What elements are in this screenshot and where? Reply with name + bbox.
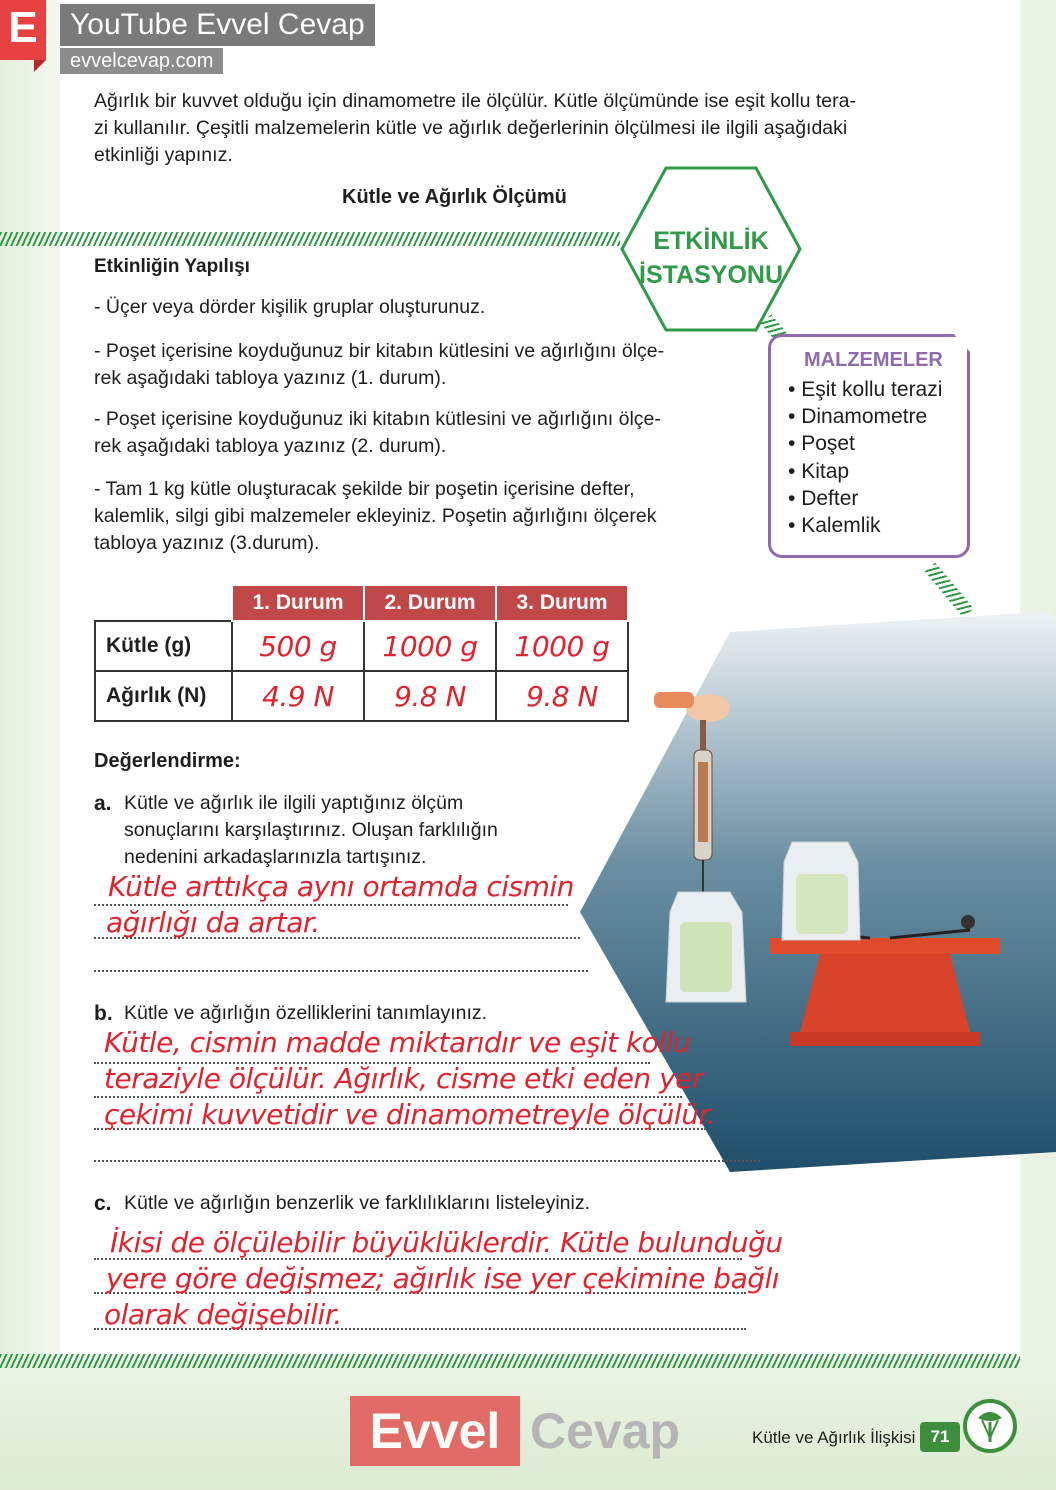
table-cell: 1000 g [496, 621, 628, 671]
page-background-left [0, 0, 60, 1490]
table-row [95, 621, 628, 671]
answer-line [94, 970, 588, 972]
footer-brand-left: Evvel [350, 1396, 520, 1466]
question-a [124, 790, 584, 871]
table-header-row [95, 585, 628, 621]
footer-topic: Kütle ve Ağırlık İlişkisi [752, 1428, 916, 1447]
step-line: - Poşet içerisine koyduğunuz bir kitabın kütlesini ve ağırlığını ölçe- [94, 340, 665, 362]
table-row [95, 671, 628, 721]
badge-line-2: İSTASYONU [639, 261, 783, 289]
material-item: • Kitap [788, 460, 850, 483]
material-label: Dinamometre [801, 405, 928, 428]
badge-line-1: ETKİNLİK [653, 227, 769, 255]
measurement-table [94, 584, 629, 722]
question-line: sonuçlarını karşılaştırınız. Oluşan farklılığın [124, 819, 498, 841]
table-cell: 1000 g [364, 621, 496, 671]
question-b: Kütle ve ağırlığın özelliklerini tanımlayınız. [124, 1002, 488, 1024]
material-item: • Kalemlik [788, 514, 881, 537]
step-line: - Tam 1 kg kütle oluşturacak şekilde bir poşetin içerisine defter, [94, 478, 635, 500]
question-line: nedenini arkadaşlarınızla tartışınız. [124, 846, 427, 868]
channel-title: YouTube Evvel Cevap [60, 4, 375, 46]
intro-line: Ağırlık bir kuvvet olduğu için dinamometre ile ölçülür. Kütle ölçümünde ise eşit kollu tera- [94, 90, 856, 112]
step-line: kalemlik, silgi gibi malzemeler ekleyiniz. Poşetin ağırlığını ölçerek [94, 505, 657, 527]
answer-b-line: Kütle, cismin madde miktarıdır ve eşit kollu [104, 1026, 691, 1059]
step-line: - Üçer veya dörder kişilik gruplar oluşturunuz. [94, 296, 486, 318]
row-label: Ağırlık (N) [95, 671, 232, 721]
row-label: Kütle (g) [95, 621, 232, 671]
intro-line: zi kullanılır. Çeşitli malzemelerin kütle ve ağırlık değerlerinin ölçülmesi ile ilgili aşağıdaki [94, 117, 848, 139]
question-c: Kütle ve ağırlığın benzerlik ve farklılıklarını listeleyiniz. [124, 1192, 591, 1214]
step-line: rek aşağıdaki tabloya yazınız (1. durum). [94, 367, 447, 389]
materials-title: MALZEMELER [804, 349, 943, 371]
table-cell: 9.8 N [496, 671, 628, 721]
procedure-step-2 [94, 338, 754, 392]
procedure-step-4 [94, 476, 754, 557]
answer-b-line: çekimi kuvvetidir ve dinamometreyle ölçülür. [104, 1098, 716, 1131]
table-header: 1. Durum [232, 585, 364, 621]
step-line: tabloya yazınız (3.durum). [94, 532, 320, 554]
site-url[interactable]: evvelcevap.com [60, 48, 223, 74]
table-header: 3. Durum [496, 585, 628, 621]
material-label: Poşet [801, 432, 855, 455]
evvel-logo: E [0, 0, 46, 60]
table-corner [95, 585, 232, 621]
question-letter-c: c. [94, 1192, 112, 1215]
answer-b-line: teraziyle ölçülür. Ağırlık, cisme etki eden yer [104, 1062, 703, 1095]
material-label: Kalemlik [801, 514, 881, 537]
hatched-divider-bottom [0, 1354, 1020, 1368]
page-number: 71 [920, 1422, 960, 1452]
intro-line: etkinliği yapınız. [94, 144, 233, 166]
material-item: • Eşit kollu terazi [788, 378, 943, 401]
answer-c-line: İkisi de ölçülebilir büyüklüklerdir. Kütle bulunduğu [110, 1226, 783, 1259]
material-label: Eşit kollu terazi [801, 378, 943, 401]
activity-title: Kütle ve Ağırlık Ölçümü [342, 186, 567, 208]
answer-line [94, 1160, 760, 1162]
step-line: - Poşet içerisine koyduğunuz iki kitabın kütlesini ve ağırlığını ölçe- [94, 408, 661, 430]
answer-c-line: yere göre değişmez; ağırlık ise yer çekimine bağlı [106, 1262, 780, 1295]
badge-text [618, 224, 804, 292]
step-line: rek aşağıdaki tabloya yazınız (2. durum). [94, 435, 447, 457]
hatched-divider-top [0, 232, 620, 246]
procedure-heading: Etkinliğin Yapılışı [94, 256, 250, 277]
table-cell: 500 g [232, 621, 364, 671]
table-cell: 4.9 N [232, 671, 364, 721]
answer-a-line: Kütle arttıkça aynı ortamda cismin [108, 870, 574, 903]
material-item: • Dinamometre [788, 405, 928, 428]
answer-a-line: ağırlığı da artar. [106, 906, 320, 939]
material-item: • Defter [788, 487, 859, 510]
material-label: Kitap [801, 460, 850, 483]
answer-c-line: olarak değişebilir. [104, 1298, 342, 1331]
footer-brand-right: Cevap [530, 1403, 681, 1459]
table-cell: 9.8 N [364, 671, 496, 721]
question-line: Kütle ve ağırlık ile ilgili yaptığınız ölçüm [124, 792, 464, 814]
procedure-step-1 [94, 294, 754, 321]
logo-tail [34, 60, 46, 72]
intro-paragraph [94, 88, 984, 169]
question-letter-a: a. [94, 792, 112, 815]
science-unit-icon [962, 1398, 1018, 1454]
page-background-bottom [0, 1360, 1056, 1490]
material-item: • Poşet [788, 432, 855, 455]
table-header: 2. Durum [364, 585, 496, 621]
material-label: Defter [801, 487, 859, 510]
evaluation-heading: Değerlendirme: [94, 750, 241, 772]
procedure-step-3 [94, 406, 754, 460]
question-letter-b: b. [94, 1002, 113, 1025]
